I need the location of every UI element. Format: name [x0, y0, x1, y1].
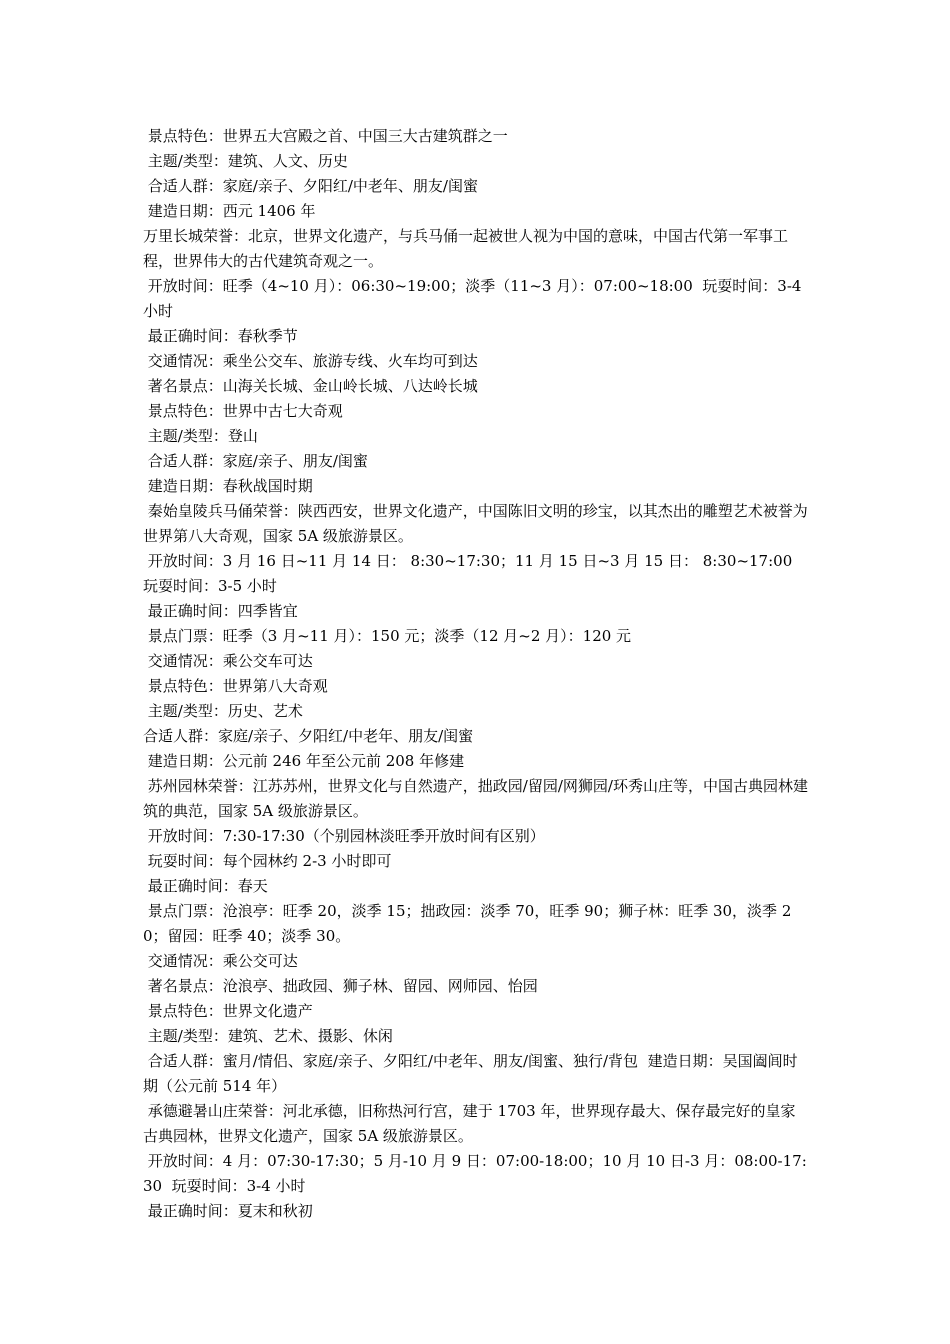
text-paragraph: 景点门票：沧浪亭：旺季 20，淡季 15；拙政园：淡季 70，旺季 90；狮子林：旺季 30，淡季 20；留园：旺季 40；淡季 30。 — [143, 902, 792, 945]
text-line: 著名景点：沧浪亭、拙政园、狮子林、留园、网师园、怡园 — [143, 977, 538, 995]
text-line: 最正确时间：四季皆宜 — [143, 602, 298, 620]
text-line: 最正确时间：春秋季节 — [143, 327, 298, 345]
text-paragraph: 开放时间：4 月：07:30-17:30；5 月-10 月 9 日：07:00-18:00；10 月 10 日-3 月：08:00-17:30 玩耍时间：3-4 小时 — [143, 1152, 807, 1195]
text-line: 建造日期：西元 1406 年 — [143, 202, 316, 220]
text-line: 开放时间：7:30-17:30（个别园林淡旺季开放时间有区别） — [143, 827, 545, 845]
text-line: 玩耍时间：每个园林约 2-3 小时即可 — [143, 852, 392, 870]
text-line: 主题/类型：登山 — [143, 427, 258, 445]
text-paragraph: 秦始皇陵兵马俑荣誉：陕西西安，世界文化遗产，中国陈旧文明的珍宝，以其杰出的雕塑艺术被誉为世界第八大奇观，国家 5A 级旅游景区。 — [143, 502, 808, 545]
text-paragraph: 万里长城荣誉：北京，世界文化遗产，与兵马俑一起被世人视为中国的意味，中国古代第一军事工程，世界伟大的古代建筑奇观之一。 — [143, 227, 789, 270]
text-line: 最正确时间：春天 — [143, 877, 268, 895]
text-line: 最正确时间：夏末和秋初 — [143, 1202, 313, 1220]
text-line: 主题/类型：建筑、人文、历史 — [143, 152, 348, 170]
text-line: 景点门票：旺季（3 月~11 月）：150 元；淡季（12 月~2 月）：120 元 — [143, 627, 632, 645]
text-line: 交通情况：乘坐公交车、旅游专线、火车均可到达 — [143, 352, 478, 370]
text-paragraph: 苏州园林荣誉：江苏苏州，世界文化与自然遗产，拙政园/留园/网狮园/环秀山庄等，中国古典园林建筑的典范，国家 5A 级旅游景区。 — [143, 777, 808, 820]
text-paragraph: 开放时间：旺季（4~10 月）：06:30~19:00；淡季（11~3 月）：07:00~18:00 玩耍时间：3-4 小时 — [143, 277, 807, 320]
text-line: 景点特色：世界第八大奇观 — [143, 677, 328, 695]
text-line: 主题/类型：建筑、艺术、摄影、休闲 — [143, 1027, 393, 1045]
text-line: 建造日期：春秋战国时期 — [143, 477, 313, 495]
text-paragraph: 开放时间：3 月 16 日~11 月 14 日： 8:30~17:30；11 月 15 日~3 月 15 日： 8:30~17:00 玩耍时间：3-5 小时 — [143, 552, 802, 595]
text-line: 建造日期：公元前 246 年至公元前 208 年修建 — [143, 752, 465, 770]
text-paragraph: 承德避暑山庄荣誉：河北承德，旧称热河行宫，建于 1703 年，世界现存最大、保存最完好的皇家古典园林，世界文化遗产，国家 5A 级旅游景区。 — [143, 1102, 796, 1145]
text-line: 交通情况：乘公交车可达 — [143, 652, 313, 670]
text-line: 著名景点：山海关长城、金山岭长城、八达岭长城 — [143, 377, 478, 395]
text-line: 主题/类型：历史、艺术 — [143, 702, 303, 720]
text-line: 景点特色：世界五大宫殿之首、中国三大古建筑群之一 — [143, 127, 508, 145]
document-body — [143, 124, 809, 1224]
text-paragraph: 合适人群：蜜月/情侣、家庭/亲子、夕阳红/中老年、朋友/闺蜜、独行/背包 建造日期：吴国阖闾时期（公元前 514 年） — [143, 1052, 798, 1095]
text-line: 景点特色：世界中古七大奇观 — [143, 402, 343, 420]
text-line: 景点特色：世界文化遗产 — [143, 1002, 313, 1020]
text-line: 合适人群：家庭/亲子、夕阳红/中老年、朋友/闺蜜 — [143, 727, 474, 745]
text-line: 合适人群：家庭/亲子、朋友/闺蜜 — [143, 452, 368, 470]
text-line: 交通情况：乘公交可达 — [143, 952, 298, 970]
text-line: 合适人群：家庭/亲子、夕阳红/中老年、朋友/闺蜜 — [143, 177, 478, 195]
